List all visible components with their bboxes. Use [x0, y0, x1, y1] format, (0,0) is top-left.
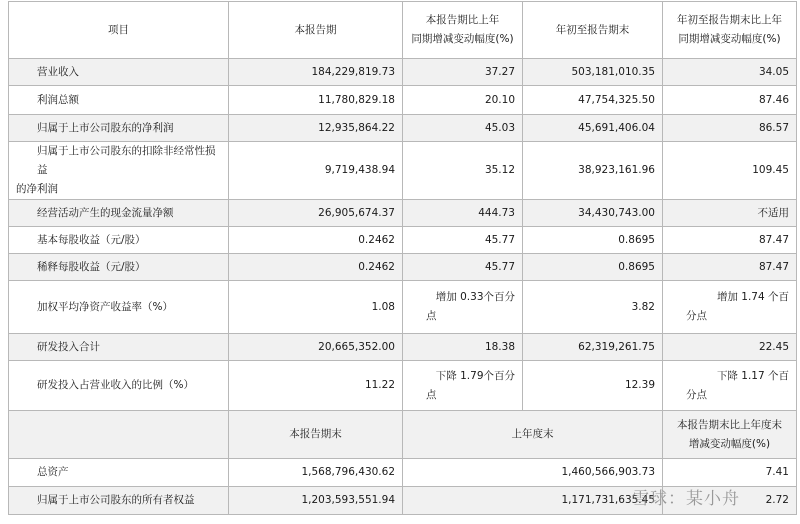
cell-ytd-change: 22.45	[663, 334, 797, 361]
cell-current-change: 37.27	[403, 59, 523, 86]
cell-ytd: 0.8695	[523, 227, 663, 254]
table-row	[9, 59, 797, 86]
header-ytd-change: 年初至报告期末比上年 同期增减变动幅度(%)	[663, 2, 797, 59]
header-item: 项目	[9, 2, 229, 59]
cell-current-change: 20.10	[403, 86, 523, 115]
row-label: 归属于上市公司股东的净利润	[9, 115, 229, 142]
table-row	[9, 200, 797, 227]
table-row	[9, 142, 797, 200]
row-label: 利润总额	[9, 86, 229, 115]
table-row	[9, 361, 797, 411]
cell-period-end: 1,568,796,430.62	[229, 459, 403, 487]
row-label: 营业收入	[9, 59, 229, 86]
cell-current: 1.08	[229, 281, 403, 334]
cell-ytd: 0.8695	[523, 254, 663, 281]
cell-ytd-change: 86.57	[663, 115, 797, 142]
cell-ytd: 503,181,010.35	[523, 59, 663, 86]
row-label: 研发投入合计	[9, 334, 229, 361]
cell-ytd: 62,319,261.75	[523, 334, 663, 361]
watermark: 雪球：某小舟	[632, 489, 740, 509]
cell-current: 0.2462	[229, 254, 403, 281]
cell-ytd: 45,691,406.04	[523, 115, 663, 142]
cell-period-end: 1,203,593,551.94	[229, 487, 403, 515]
header2-last-year-end: 上年度末	[403, 411, 663, 459]
row-label: 经营活动产生的现金流量净额	[9, 200, 229, 227]
cell-current: 11,780,829.18	[229, 86, 403, 115]
cell-ytd-change: 增加 1.74 个百 分点	[663, 281, 797, 334]
row-label: 归属于上市公司股东的扣除非经常性损益 的净利润	[9, 142, 229, 200]
cell-ytd-change: 109.45	[663, 142, 797, 200]
cell-ytd: 47,754,325.50	[523, 86, 663, 115]
header2-period-end: 本报告期末	[229, 411, 403, 459]
cell-ytd-change: 34.05	[663, 59, 797, 86]
cell-ytd-change: 下降 1.17 个百 分点	[663, 361, 797, 411]
header-ytd: 年初至报告期末	[523, 2, 663, 59]
header2-empty	[9, 411, 229, 459]
cell-current: 20,665,352.00	[229, 334, 403, 361]
cell-ytd: 3.82	[523, 281, 663, 334]
cell-current-change: 45.03	[403, 115, 523, 142]
table-row	[9, 227, 797, 254]
header2-change: 本报告期末比上年度末 增减变动幅度(%)	[663, 411, 797, 459]
cell-ytd-change: 87.47	[663, 254, 797, 281]
table-row	[9, 115, 797, 142]
cell-ytd: 38,923,161.96	[523, 142, 663, 200]
cell-current: 12,935,864.22	[229, 115, 403, 142]
row-label: 基本每股收益（元/股）	[9, 227, 229, 254]
table-header-row	[9, 2, 797, 59]
cell-current: 184,229,819.73	[229, 59, 403, 86]
cell-ytd-change: 87.46	[663, 86, 797, 115]
table-row	[9, 459, 797, 487]
table-row	[9, 254, 797, 281]
row-label: 研发投入占营业收入的比例（%）	[9, 361, 229, 411]
cell-last-year-end: 1,460,566,903.73	[403, 459, 663, 487]
table-header-row-2	[9, 411, 797, 459]
cell-current: 11.22	[229, 361, 403, 411]
cell-current-change: 下降 1.79个百分 点	[403, 361, 523, 411]
cell-ytd-change: 不适用	[663, 200, 797, 227]
cell-ytd: 12.39	[523, 361, 663, 411]
cell-change: 2.72	[663, 487, 797, 515]
row-label: 总资产	[9, 459, 229, 487]
cell-current-change: 增加 0.33个百分 点	[403, 281, 523, 334]
table-row	[9, 281, 797, 334]
cell-current: 0.2462	[229, 227, 403, 254]
row-label: 加权平均净资产收益率（%）	[9, 281, 229, 334]
cell-change: 7.41	[663, 459, 797, 487]
cell-current: 9,719,438.94	[229, 142, 403, 200]
cell-current-change: 18.38	[403, 334, 523, 361]
cell-current: 26,905,674.37	[229, 200, 403, 227]
cell-ytd: 34,430,743.00	[523, 200, 663, 227]
cell-current-change: 444.73	[403, 200, 523, 227]
table-row	[9, 86, 797, 115]
header-current-change: 本报告期比上年 同期增减变动幅度(%)	[403, 2, 523, 59]
row-label: 稀释每股收益（元/股）	[9, 254, 229, 281]
table-row	[9, 334, 797, 361]
cell-ytd-change: 87.47	[663, 227, 797, 254]
financial-summary-table	[8, 1, 797, 515]
header-current-period: 本报告期	[229, 2, 403, 59]
cell-current-change: 45.77	[403, 227, 523, 254]
row-label: 归属于上市公司股东的所有者权益	[9, 487, 229, 515]
cell-current-change: 45.77	[403, 254, 523, 281]
cell-current-change: 35.12	[403, 142, 523, 200]
cell-last-year-end: 1,171,731,635.45	[403, 487, 663, 515]
